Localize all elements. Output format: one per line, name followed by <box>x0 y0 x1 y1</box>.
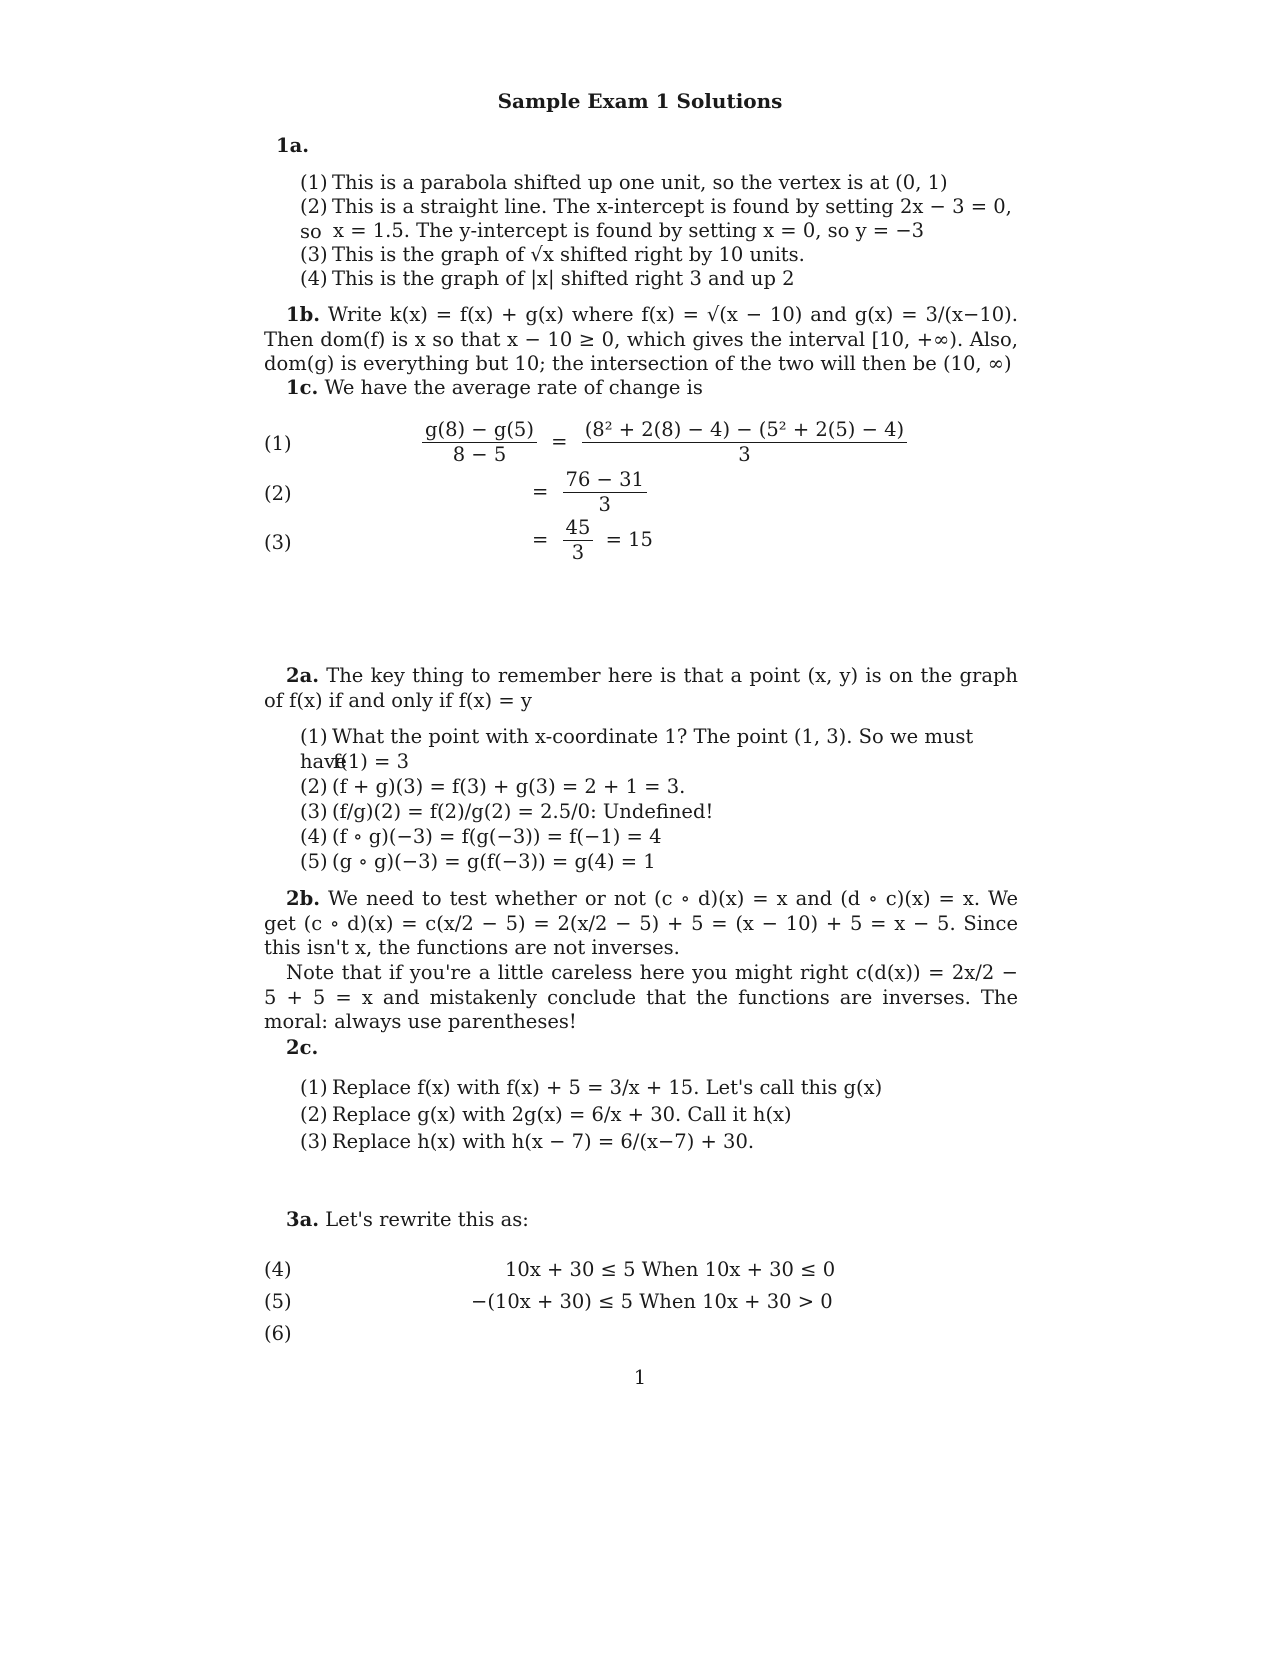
list-item: (3) This is the graph of √x shifted right by 10 units. <box>300 243 805 266</box>
list-item: (4) (f ∘ g)(−3) = f(g(−3)) = f(−1) = 4 <box>300 825 662 848</box>
inequality-line-1: 10x + 30 ≤ 5 When 10x + 30 ≤ 0 <box>505 1258 836 1281</box>
list-item: (1) Replace f(x) with f(x) + 5 = 3/x + 15. Let's call this g(x) <box>300 1076 883 1099</box>
list-item: (2) (f + g)(3) = f(3) + g(3) = 2 + 1 = 3. <box>300 775 686 798</box>
list-item: (3) (f/g)(2) = f(2)/g(2) = 2.5/0: Undefined! <box>300 800 714 823</box>
equation-number: (5) <box>264 1290 292 1313</box>
section-1b-paragraph: 1b. Write k(x) = f(x) + g(x) where f(x) = √(x − 10) and g(x) = 3/(x−10). Then dom(f) is x so that x − 10 ≥ 0, which gives the interval [10, +∞). Also, dom(g) is everything but 10; the intersection of the two will then be (10, ∞) <box>264 303 1018 375</box>
equation-number: (6) <box>264 1322 292 1345</box>
equation-number: (1) <box>264 432 292 455</box>
section-2b-paragraph: 2b. We need to test whether or not (c ∘ d)(x) = x and (d ∘ c)(x) = x. We get (c ∘ d)(x) = c(x/2 − 5) = 2(x/2 − 5) + 5 = (x − 10) + 5 = x − 5. Since this isn't x, the functions are not inverses. <box>264 887 1018 959</box>
section-2c-heading: 2c. <box>286 1036 319 1059</box>
equation-number: (4) <box>264 1258 292 1281</box>
list-item-continuation: x = 1.5. The y-intercept is found by setting x = 0, so y = −3 <box>333 219 925 242</box>
page-title: Sample Exam 1 Solutions <box>497 89 783 113</box>
inequality-line-2: −(10x + 30) ≤ 5 When 10x + 30 > 0 <box>471 1290 833 1313</box>
list-item: (5) (g ∘ g)(−3) = g(f(−3)) = g(4) = 1 <box>300 850 656 873</box>
list-item: (1) This is a parabola shifted up one unit, so the vertex is at (0, 1) <box>300 171 948 194</box>
list-item: (1) What the point with x-coordinate 1? The point (1, 3). So we must have <box>300 725 974 773</box>
equation-line-1: $\frac{g(8) - g(5)}{8 - 5}$ = $\frac{\text{(8² + 2(8) − 4) − (5² + 2(5) − 4)}}{3}$ <box>422 418 907 467</box>
equation-number: (3) <box>264 531 292 554</box>
equation-line-2: = $\frac{76 - 31}{3}$ <box>532 468 647 517</box>
list-item: (3) Replace h(x) with h(x − 7) = 6/(x−7) + 30. <box>300 1130 755 1153</box>
list-item-continuation: f(1) = 3 <box>333 750 409 773</box>
section-2b-note: Note that if you're a little careless here you might right c(d(x)) = 2x/2 − 5 + 5 = x and mistakenly conclude that the functions are inverses. The moral: always use parentheses! <box>264 961 1018 1033</box>
list-item: (4) This is the graph of |x| shifted right 3 and up 2 <box>300 267 795 290</box>
list-item: (2) This is a straight line. The x-intercept is found by setting 2x − 3 = 0, so <box>300 195 1012 243</box>
equation-line-3: = $\frac{45}{3}$ = 15 <box>532 516 653 564</box>
section-3a-paragraph: 3a. Let's rewrite this as: <box>286 1208 529 1231</box>
section-2a-paragraph: 2a. The key thing to remember here is that a point (x, y) is on the graph of f(x) if and only if f(x) = y <box>264 664 1018 712</box>
list-item: (2) Replace g(x) with 2g(x) = 6/x + 30. Call it h(x) <box>300 1103 792 1126</box>
page-number: 1 <box>633 1366 647 1389</box>
section-1c-paragraph: 1c. We have the average rate of change is <box>286 376 703 399</box>
section-1a-heading: 1a. <box>276 134 309 157</box>
equation-number: (2) <box>264 482 292 505</box>
